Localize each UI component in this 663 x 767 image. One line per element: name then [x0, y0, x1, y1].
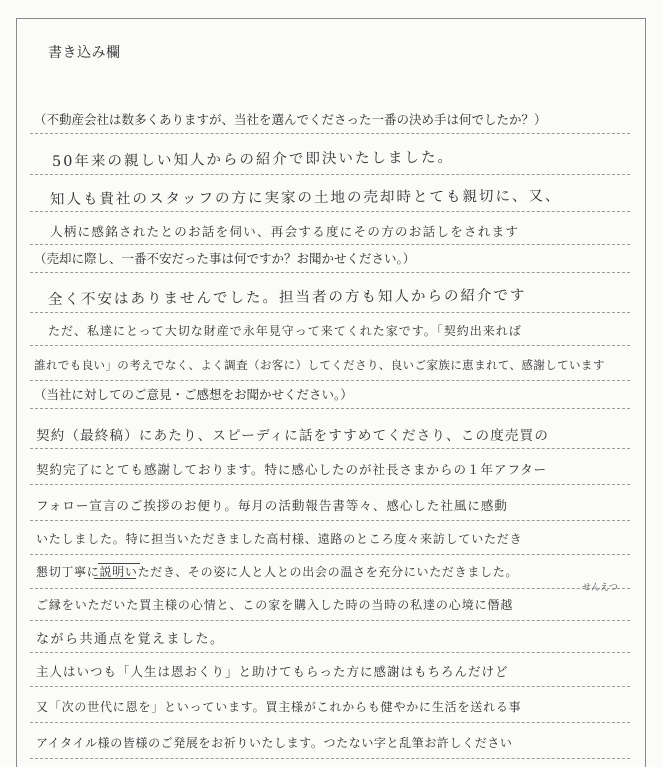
dashed-rule [30, 380, 630, 381]
dashed-rule [30, 722, 630, 723]
answer-line: フォロー宣言のご挨拶のお便り。毎月の活動報告書等々、感心した社風に感動 [36, 498, 508, 513]
dashed-rule [30, 312, 630, 313]
answer-line: 契約（最終稿）にあたり、スピーディに話をすすめてくださり、この度売買の [36, 428, 550, 444]
dashed-rule [30, 686, 630, 687]
answer-line: 契約完了にとても感謝しております。特に感心したのが社長さまからの１年アフター [36, 462, 548, 477]
answer-line: 全く不安はありませんでした。担当者の方も知人からの紹介です [47, 287, 527, 308]
answer-line: 誰れでも良い」の考えでなく、よく調査（お客に）してくださり、良いご家族に恵まれて、感謝しています [34, 358, 605, 372]
correction-mark [94, 563, 140, 579]
dashed-rule [30, 345, 630, 346]
dashed-rule [30, 652, 630, 653]
answer-line: ご縁をいただいた買主様の心情と、この家を購入した時の当時の私達の心境に僭越 [36, 598, 514, 612]
dashed-rule [30, 408, 630, 409]
answer-line: 懇切丁寧に説明いただき、その姿に人と人との出会の温さを充分にいただきました。 [36, 565, 519, 579]
answer-line: 人柄に感銘されたとのお話を伺い、再会する度にその方のお話しをされます [50, 224, 520, 239]
answer-line: アイタイル様の皆様のご発展をお祈りいたします。つたない字と乱筆お許しください [36, 736, 513, 750]
answer-line: 又「次の世代に恩を」といっています。買主様がこれからも健やかに生活を送れる事 [36, 700, 522, 714]
answer-line: 知人も貴社のスタッフの方に実家の土地の売却時とても親切に、又、 [49, 188, 562, 208]
dashed-rule [30, 758, 630, 759]
dashed-rule [30, 588, 630, 589]
answer-line: ただ、私達にとって大切な財産で永年見守って来てくれた家です。「契約出来れば [48, 324, 522, 338]
dashed-rule [30, 620, 630, 621]
question-feedback: （当社に対してのご意見・ご感想をお聞かせください。） [34, 387, 353, 402]
answer-line: いたしました。特に担当いただきました高村様、遠路のところ度々来訪していただき [36, 532, 523, 546]
dashed-rule [30, 554, 630, 555]
dashed-rule [30, 244, 630, 245]
form-heading: 書き込み欄 [48, 45, 121, 61]
dashed-rule [30, 133, 630, 134]
furigana-annotation: せんえつ [582, 583, 618, 593]
dashed-rule [30, 272, 630, 273]
question-deciding-factor: （不動産会社は数多くありますが、当社を選んでくださった一番の決め手は何でしたか？） [34, 112, 547, 127]
answer-line: 主人はいつも「人生は恩おくり」と助けてもらった方に感謝はもちろんだけど [36, 664, 509, 679]
dashed-rule [30, 211, 630, 212]
answer-line: ながら共通点を覚えました。 [36, 632, 225, 647]
dashed-rule [30, 448, 630, 449]
answer-line: 50年来の親しい知人からの紹介で即決いたしました。 [51, 149, 455, 170]
dashed-rule [30, 484, 630, 485]
dashed-rule [30, 520, 630, 521]
question-biggest-worry: （売却に際し、一番不安だった事は何ですか？お聞かせください。） [34, 251, 416, 266]
dashed-rule [30, 174, 630, 175]
